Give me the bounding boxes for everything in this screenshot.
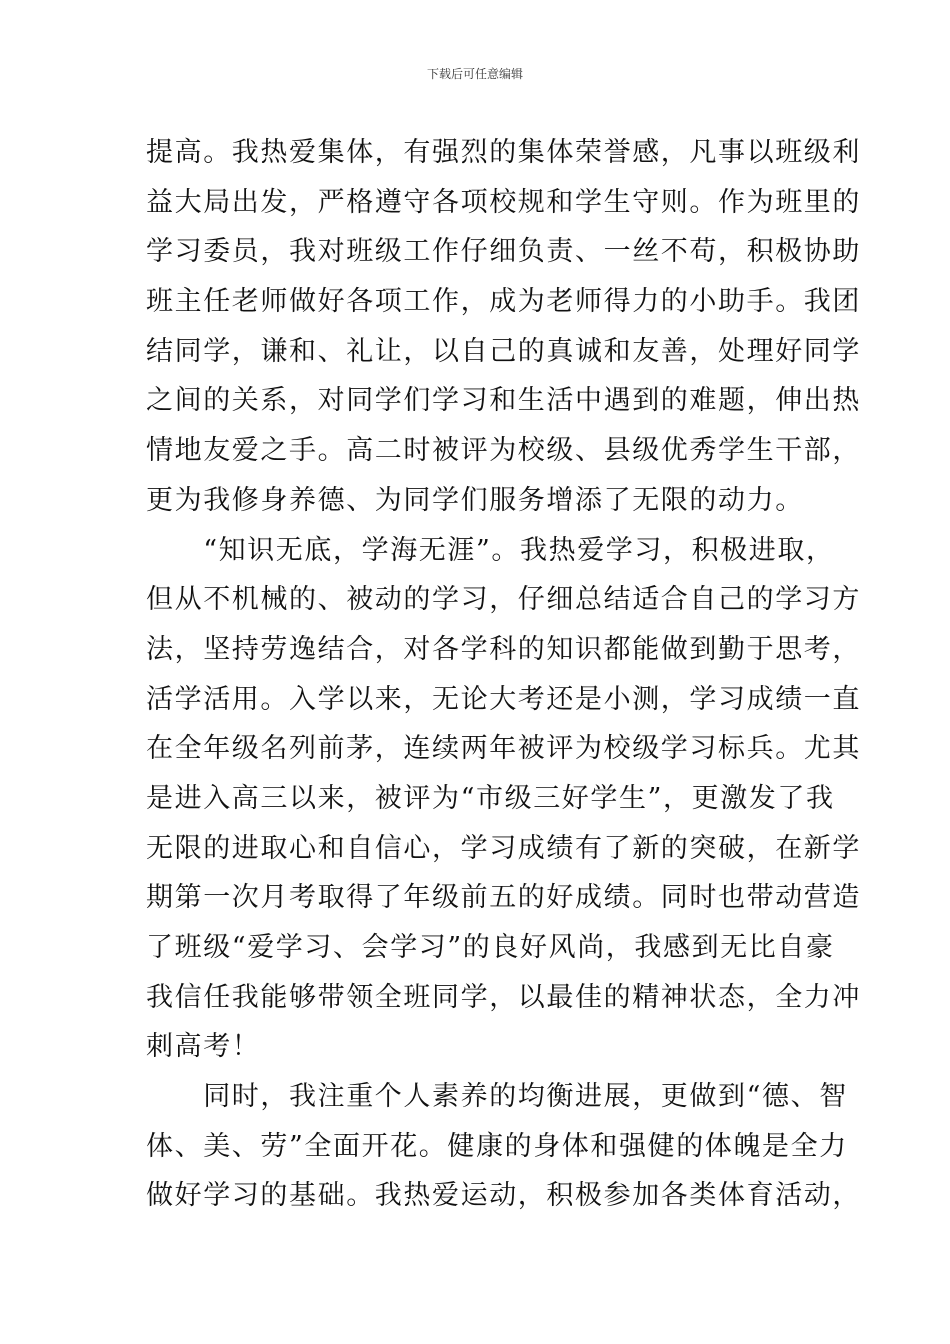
text-line: 了班级“爱学习、会学习”的良好风尚，我感到无比自豪 <box>146 932 835 963</box>
text-line: 情地友爱之手。高二时被评为校级、县级优秀学生干部， <box>146 435 861 467</box>
text-line: 之间的关系，对同学们学习和生活中遇到的难题，伸出热 <box>146 385 861 417</box>
text-line: 期第一次月考取得了年级前五的好成绩。同时也带动营造 <box>146 882 861 914</box>
text-line: 做好学习的基础。我热爱运动，积极参加各类体育活动， <box>146 1180 861 1212</box>
text-line: 体、美、劳”全面开花。健康的身体和强健的体魄是全力 <box>146 1130 848 1162</box>
text-line: 刺高考！ <box>146 1031 261 1063</box>
text-line: 我信任我能够带领全班同学，以最佳的精神状态，全力冲 <box>146 981 861 1013</box>
text-line: 更为我修身养德、为同学们服务增添了无限的动力。 <box>146 484 804 516</box>
text-line: 在全年级名列前茅，连续两年被评为校级学习标兵。尤其 <box>146 733 861 765</box>
text-line: 无限的进取心和自信心，学习成绩有了新的突破，在新学 <box>146 832 861 864</box>
text-line: 班主任老师做好各项工作，成为老师得力的小助手。我团 <box>146 286 861 318</box>
body-text <box>146 128 861 1221</box>
text-line: 益大局出发，严格遵守各项校规和学生守则。作为班里的 <box>146 186 861 218</box>
text-line: 活学活用。入学以来，无论大考还是小测，学习成绩一直 <box>146 683 861 715</box>
text-line: 提高。我热爱集体，有强烈的集体荣誉感，凡事以班级利 <box>146 137 861 168</box>
page-header-note: 下载后可任意编辑 <box>426 67 523 81</box>
text-line: 结同学，谦和、礼让，以自己的真诚和友善，处理好同学 <box>146 335 861 367</box>
text-line: 法，坚持劳逸结合，对各学科的知识都能做到勤于思考， <box>146 633 861 665</box>
text-line: 是进入高三以来，被评为“市级三好学生”，更激发了我 <box>146 782 835 814</box>
text-line: 但从不机械的、被动的学习，仔细总结适合自己的学习方 <box>146 584 861 616</box>
text-line: 学习委员，我对班级工作仔细负责、一丝不苟，积极协助 <box>146 236 861 268</box>
text-line: “知识无底，学海无涯”。我热爱学习，积极进取， <box>146 534 835 566</box>
text-line: 同时，我注重个人素养的均衡进展，更做到“德、智 <box>146 1081 848 1113</box>
